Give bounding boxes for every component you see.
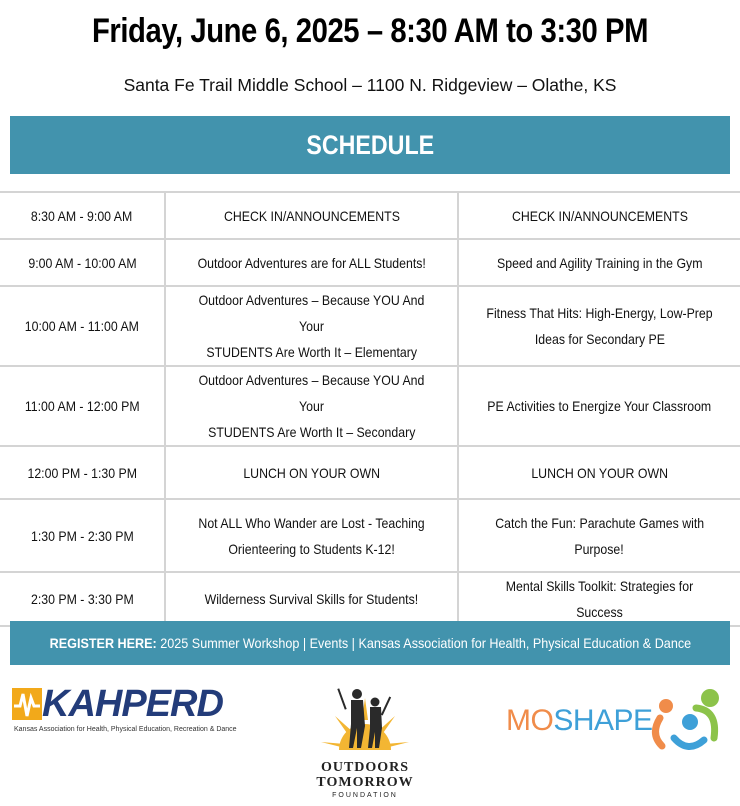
session-a-cell: Outdoor Adventures – Because YOU And Your STUDENTS Are Worth It – Elementary bbox=[165, 286, 458, 366]
session-b-cell: LUNCH ON YOUR OWN bbox=[458, 446, 740, 499]
moshape-logo bbox=[506, 686, 728, 756]
session-a-cell: LUNCH ON YOUR OWN bbox=[165, 446, 458, 499]
register-bar bbox=[10, 621, 730, 665]
table-row bbox=[0, 499, 740, 572]
kahperd-logo bbox=[12, 684, 242, 740]
register-label: REGISTER HERE: bbox=[49, 635, 157, 651]
outdoors-line1: OUTDOORS bbox=[320, 760, 410, 775]
time-cell: 12:00 PM - 1:30 PM bbox=[0, 446, 165, 499]
kahperd-pulse-icon bbox=[12, 688, 42, 720]
time-cell: 2:30 PM - 3:30 PM bbox=[0, 572, 165, 626]
session-b-cell: Mental Skills Toolkit: Strategies for Success bbox=[458, 572, 740, 626]
register-link[interactable]: 2025 Summer Workshop | Events | Kansas Association for Health, Physical Education & Dance bbox=[159, 635, 691, 651]
event-date-heading: Friday, June 6, 2025 – 8:30 AM to 3:30 PM bbox=[91, 12, 649, 50]
table-row bbox=[0, 446, 740, 499]
table-row bbox=[0, 572, 740, 626]
session-a-cell: Wilderness Survival Skills for Students! bbox=[165, 572, 458, 626]
time-cell: 9:00 AM - 10:00 AM bbox=[0, 239, 165, 286]
session-b-cell: Fitness That Hits: High-Energy, Low-Prep Ideas for Secondary PE bbox=[458, 286, 740, 366]
kahperd-wordmark: KAHPERD bbox=[42, 683, 223, 725]
session-a-cell: Outdoor Adventures – Because YOU And Your STUDENTS Are Worth It – Secondary bbox=[165, 366, 458, 446]
outdoors-tomorrow-logo bbox=[300, 680, 430, 800]
time-cell: 8:30 AM - 9:00 AM bbox=[0, 192, 165, 239]
time-cell: 10:00 AM - 11:00 AM bbox=[0, 286, 165, 366]
session-a-cell: Outdoor Adventures are for ALL Students! bbox=[165, 239, 458, 286]
session-a-cell: Not ALL Who Wander are Lost - Teaching Orienteering to Students K-12! bbox=[165, 499, 458, 572]
moshape-figures-icon bbox=[646, 686, 726, 756]
table-row bbox=[0, 366, 740, 446]
table-row bbox=[0, 286, 740, 366]
session-b-cell: Catch the Fun: Parachute Games with Purpose! bbox=[458, 499, 740, 572]
moshape-wordmark: MOSHAPE bbox=[506, 704, 653, 737]
time-cell: 11:00 AM - 12:00 PM bbox=[0, 366, 165, 446]
outdoors-line2: TOMORROW bbox=[316, 775, 414, 790]
session-b-cell: Speed and Agility Training in the Gym bbox=[458, 239, 740, 286]
schedule-banner bbox=[10, 116, 730, 174]
outdoors-line3: FOUNDATION bbox=[332, 792, 398, 799]
session-b-cell: CHECK IN/ANNOUNCEMENTS bbox=[458, 192, 740, 239]
session-a-cell: CHECK IN/ANNOUNCEMENTS bbox=[165, 192, 458, 239]
table-row bbox=[0, 192, 740, 239]
schedule-title: SCHEDULE bbox=[306, 130, 434, 160]
time-cell: 1:30 PM - 2:30 PM bbox=[0, 499, 165, 572]
kahperd-tagline: Kansas Association for Health, Physical Education, Recreation & Dance bbox=[14, 726, 237, 733]
table-row bbox=[0, 239, 740, 286]
session-b-cell: PE Activities to Energize Your Classroom bbox=[458, 366, 740, 446]
schedule-table bbox=[0, 191, 740, 627]
event-location: Santa Fe Trail Middle School – 1100 N. Ridgeview – Olathe, KS bbox=[123, 75, 617, 95]
hikers-sunrise-icon bbox=[315, 680, 415, 760]
